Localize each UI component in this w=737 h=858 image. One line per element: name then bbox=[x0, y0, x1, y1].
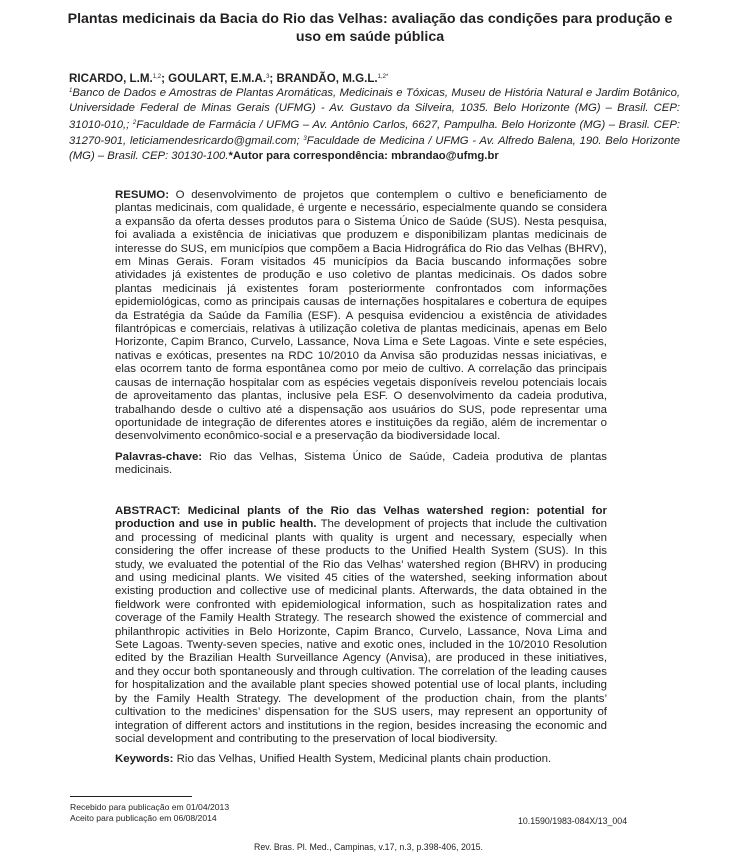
received-date: Recebido para publicação em 01/04/2013 bbox=[70, 802, 230, 812]
affiliation-2: Faculdade de Farmácia / UFMG – Av. Antônio Carlos, 6627, Pampulha. Belo Horizonte (MG) – Brasil. CEP: 31270-901, leticiamendesricardo@gmail.com; bbox=[69, 118, 680, 148]
resumo-text: O desenvolvimento de projetos que contemplem o cultivo e beneficiamento de plantas medicinais, com qualidade, é urgente e necessário, especialmente quando se considera a expansão da oferta desses produtos para o Sistema Único de Saúde (SUS). Nesta pesquisa, foi avaliada a existência de iniciativas que produzem e disponibilizam plantas medicinais de interesse do SUS, em municípios que compõem a Bacia Hidrográfica do Rio das Velhas (BHRV), em Minas Gerais. Foram visitados 45 municípios da Bacia buscando informações sobre atividades já existentes de produção e uso coletivo de plantas medicinais. Os dados sobre plantas medicinais já existentes foram posteriormente confrontados com informações epidemiológicas, como as principais causas de internações hospitalares e cobertura de equipes da Estratégia da Saúde da Família (ESF). A pesquisa evidenciou a existência de atividades filantrópicas e comerciais, relativas à utilização coletiva de plantas medicinais, apenas em Belo Horizonte, Capim Branco, Curvelo, Lassance, Nova Lima e Sete Lagoas. Vinte e sete espécies, nativas e exóticas, presentes na RDC 10/2010 da Anvisa são produzidas nessas iniciativas, e elas ocorrem tanto de forma espontânea como por meio de cultivo. A correlação das principais causas de internação hospitalar com as espécies vegetais disponíveis revelou potenciais locais de aproveitamento das plantas, inclusive pela ESF. O desenvolvimento da cadeia produtiva, trabalhando desde o cultivo até a dispensação aos usuários do SUS, pode representar uma oportunidade de integração de diferentes atores e instituições da região, além de incrementar o desenvolvimento econômico-social e a preservação da biodiversidade local. bbox=[115, 189, 607, 443]
footnote-divider bbox=[70, 796, 192, 797]
author-name: BRANDÃO, M.G.L. bbox=[276, 72, 378, 85]
correspondence-note: *Autor para correspondência: mbrandao@ufmg.br bbox=[228, 150, 499, 163]
palavras-chave-label: Palavras-chave: bbox=[115, 451, 203, 463]
accepted-date: Aceito para publicação em 06/08/2014 bbox=[70, 813, 217, 823]
palavras-chave-text: Rio das Velhas, Sistema Único de Saúde, Cadeia produtiva de plantas medicinais. bbox=[115, 451, 607, 477]
journal-citation bbox=[0, 842, 737, 853]
affiliations bbox=[69, 84, 680, 164]
author-affiliation-marker: 3 bbox=[266, 74, 270, 80]
citation-text: Rev. Bras. Pl. Med., Campinas, v.17, n.3, p.398-406, 2015. bbox=[253, 842, 483, 852]
doi: 10.1590/1983-084X/13_004 bbox=[518, 816, 628, 826]
keywords-label: Keywords: bbox=[115, 753, 174, 765]
abstract-text: The development of projects that include the cultivation and processing of medicinal plants with quality is urgent and necessary, especially when considering the offer increase of these products to the Unified Health System (SUS). In this study, we evaluated the potential of the Rio das Velhas’ watershed region (BHRV) in producing and using medicinal plants. We visited 45 cities of the watershed, seeking information about existing production and collective use of medicinal plants. Afterwards, the data obtained in the fieldwork were confronted with epidemiological information, such as hospitalization rates and coverage of the Family Health Strategy. The research showed the existence of commercial and philanthropic activities in Belo Horizonte, Capim Branco, Curvelo, Lassance, Nova Lima and Sete Lagoas. Twenty-seven species, native and exotic ones, included in the 10/2010 Resolution edited by the Brazilian Health Surveillance Agency (Anvisa), are produced in these initiatives, and they occur both spontaneously and through cultivation. The correlation of the leading causes for hospitalization and the available plant species showed potential use of local plants, including by the Family Health Strategy. The development of the production chain, from the plants’ cultivation to the medicines’ dispensation for the SUS users, may represent an opportunity of integration of different actors and institutions in the region, besides increasing the economic and social development and contributing to the preservation of local biodiversity. bbox=[115, 518, 607, 745]
author-affiliation-marker: 1,2 bbox=[152, 74, 162, 80]
keywords-section bbox=[115, 753, 607, 766]
affiliation-3: Faculdade de Medicina / UFMG - Av. Alfredo Balena, 190. Belo Horizonte (MG) – Brasil. CEP: 30130-100. bbox=[69, 135, 680, 163]
abstract-section bbox=[115, 505, 607, 746]
keywords-text: Rio das Velhas, Unified Health System, Medicinal plants chain production. bbox=[173, 753, 552, 765]
author-separator: ; bbox=[161, 72, 169, 85]
affiliation-1: Banco de Dados e Amostras de Plantas Aromáticas, Medicinais e Tóxicas, Museu de História Natural e Jardim Botânico, Universidade Federal de Minas Gerais (UFMG) - Av. Gustavo da Silveira, 1035. Belo Horizonte (MG) – Brasil. CEP: 31010-010,; bbox=[69, 87, 680, 131]
footnote bbox=[70, 802, 229, 824]
author-affiliation-marker: 1,2* bbox=[377, 74, 389, 80]
affiliation-marker: 3 bbox=[303, 136, 307, 143]
author-name: GOULART, E.M.A. bbox=[168, 72, 267, 85]
resumo-section bbox=[115, 189, 607, 444]
affiliation-marker: 1 bbox=[69, 88, 73, 94]
author-name: RICARDO, L.M. bbox=[69, 72, 153, 85]
abstract-label: ABSTRACT: Medicinal plants of the Rio das Velhas watershed region: potential for production and use in public health. bbox=[115, 505, 607, 531]
affiliation-marker: 2 bbox=[132, 119, 137, 126]
article-title: Plantas medicinais da Bacia do Rio das Velhas: avaliação das condições para produção e uso em saúde pública bbox=[67, 11, 673, 45]
palavras-chave-section bbox=[115, 451, 607, 478]
author-separator: ; bbox=[269, 72, 277, 85]
resumo-label: RESUMO: bbox=[115, 189, 170, 201]
